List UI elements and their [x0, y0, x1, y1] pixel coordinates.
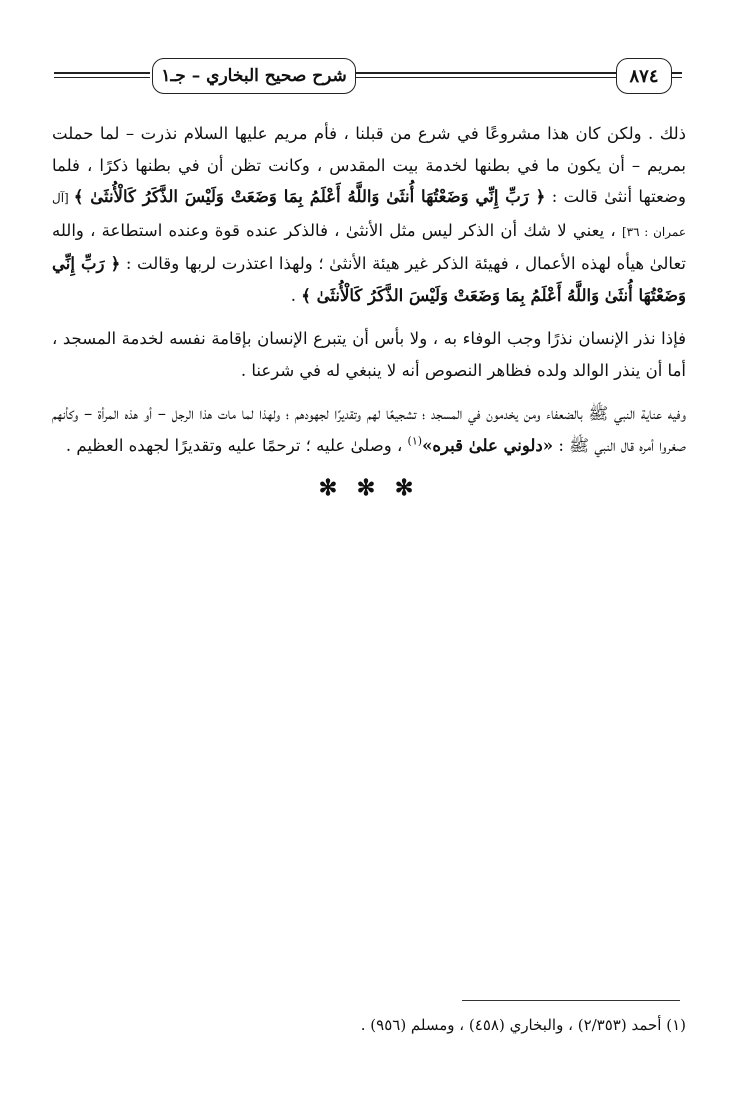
header-rule-middle [356, 72, 616, 78]
verse-reference: [آل عمران : ٣٦] [52, 191, 686, 239]
header-rule-left [54, 72, 150, 78]
footnote-marker[interactable]: (١) [407, 434, 423, 447]
book-title-box [152, 58, 356, 94]
text-segment: ، يعني لا شك أن الذكر ليس مثل الأنثىٰ ، فالذكر عنده قوة وعنده استطاعة ، والله تعالىٰ هيأه لهذه الأعمال ، فهيئة الذكر غير هيئة الأنثىٰ ؛ ولهذا اعتذرت لربها وقالت : [52, 220, 686, 273]
section-separator-stars: ✻ ✻ ✻ [318, 475, 420, 501]
footnote: (١) أحمد (٢/٣٥٣) ، والبخاري (٤٥٨) ، ومسلم (٩٥٦) . [360, 1016, 686, 1034]
header-rule-right [672, 72, 682, 78]
text-segment: . [290, 285, 302, 305]
book-title: شرح صحيح البخاري – جـ١ [161, 66, 347, 86]
text-segment: فإذا نذر الإنسان نذرًا وجب الوفاء به ، ولا بأس أن يتبرع الإنسان بإقامة نفسه لخدمة المسجد ، أما أن ينذر الوالد ولده فظاهر النصوص أنه لا ينبغي له في شرعنا . [52, 329, 686, 380]
quran-verse: ﴿ رَبِّ إِنِّي وَضَعْتُهَا أُنثَىٰ وَاللَّهُ أَعْلَمُ بِمَا وَضَعَتْ وَلَيْسَ الذَّكَرُ كَالْأُنثَىٰ ﴾ [52, 254, 686, 305]
page-header [50, 58, 680, 98]
page-number: ٨٧٤ [629, 65, 659, 87]
page-number-box [616, 58, 672, 94]
footnote-separator [462, 1000, 680, 1001]
main-text [52, 118, 686, 505]
text-segment: ذلك . ولكن كان هذا مشروعًا في شرع من قبلنا ، فأم مريم عليها السلام نذرت – لما حملت بمريم – أن يكون ما في بطنها لخدمة بيت المقدس ، وكانت تظن أن في بطنها ذكرًا ، فلما وضعتها أنثىٰ قالت : [52, 124, 686, 206]
text-segment: وفيه عناية النبي ﷺ بالضعفاء ومن يخدمون في المسجد ؛ تشجيعًا لهم وتقديرًا لجهودهم ؛ ولهذا لما مات هذا الرجل – أو هذه المرأة – وكأنهم صغروا أمره قال النبي ﷺ : [52, 404, 686, 455]
quran-verse: ﴿ رَبِّ إِنِّي وَضَعْتُهَا أُنثَىٰ وَاللَّهُ أَعْلَمُ بِمَا وَضَعَتْ وَلَيْسَ الذَّكَرُ كَالْأُنثَىٰ ﴾ [73, 187, 546, 206]
paragraph-2 [52, 323, 686, 386]
paragraph-1 [52, 118, 686, 311]
paragraph-3 [52, 398, 686, 461]
hadith-quote: «دلوني علىٰ قبره» [422, 435, 554, 455]
text-segment: ، وصلىٰ عليه ؛ ترحمًا عليه وتقديرًا لجهده العظيم . [65, 435, 408, 455]
